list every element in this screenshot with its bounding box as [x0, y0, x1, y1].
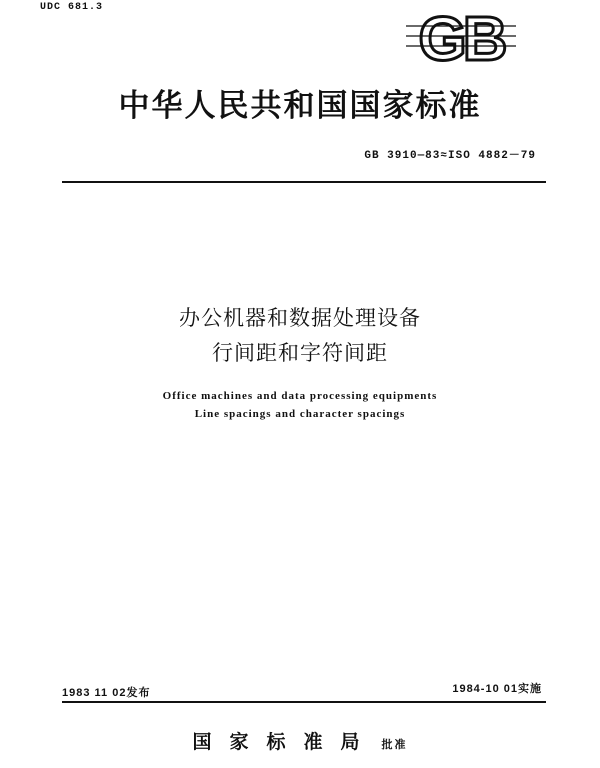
- gb-logo: [402, 6, 520, 66]
- footer-divider: [62, 701, 546, 703]
- national-standard-heading: 中华人民共和国国家标准: [118, 88, 482, 124]
- title-cn-line2: 行间距和字符间距: [212, 341, 388, 365]
- title-en-line2: Line spacings and character spacings: [194, 408, 406, 420]
- approver-organization: 国家标准局: [192, 731, 378, 753]
- title-cn-line1: 办公机器和数据处理设备: [179, 306, 421, 330]
- approver-line: [0, 727, 600, 754]
- issue-date: 1983 11 02发布: [62, 687, 151, 699]
- effective-date: 1984-10 01实施: [452, 683, 542, 695]
- title-en-line1: Office machines and data processing equipments: [162, 390, 438, 402]
- gb-logo-text: GB: [418, 6, 504, 66]
- standard-number: GB 3910—83≈ISO 4882－79: [364, 150, 536, 162]
- udc-code: UDC 681.3: [40, 2, 104, 13]
- header-divider: [62, 181, 546, 183]
- approver-action: 批准: [381, 738, 408, 751]
